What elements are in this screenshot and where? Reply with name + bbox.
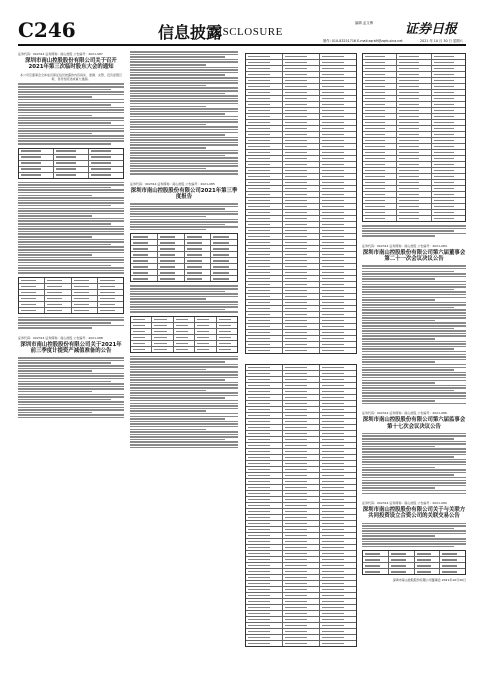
proposal-table	[18, 148, 124, 179]
announcement-title: 深圳市南山控股股份有限公司关于2021年前三季度计提资产减值准备的公告	[20, 341, 122, 355]
body-text	[18, 357, 124, 418]
financial-table	[130, 233, 238, 282]
column-2	[130, 50, 238, 680]
body-text	[130, 285, 238, 312]
signoff: 深圳市南山控股股份有限公司董事会 2021年10月30日	[392, 578, 466, 583]
section-title-english: DISCLOSURE	[210, 26, 283, 38]
body-text	[362, 265, 466, 404]
newspaper-logo: 证券日报	[405, 22, 458, 37]
voting-table	[18, 277, 124, 314]
announcement-title: 深圳市南山控股股份有限公司第六届监事会第十七次会议决议公告	[362, 417, 466, 430]
announcement-code: 证券代码：002314 证券简称：南山控股 公告编号：2021-086	[362, 411, 447, 416]
column-4	[362, 50, 466, 680]
column-3	[245, 50, 357, 680]
masthead	[0, 0, 484, 44]
contact-info: 制作: 010-83251716 E-mail:zqrb9@zqrb.sina.net	[323, 39, 403, 43]
announcement-code: 证券代码：002314 证券简称：南山控股 公告编号：2021-085	[130, 181, 215, 186]
income-statement-table	[245, 364, 357, 647]
body-text	[130, 356, 238, 448]
body-text	[362, 225, 466, 237]
announcement-title: 深圳市南山控股股份有限公司2021年第三季度报告	[130, 187, 238, 200]
shareholder-table	[130, 316, 238, 353]
balance-sheet-table	[245, 53, 357, 354]
announcement-subtitle: 本公司及董事会全体成员保证信息披露的内容真实、准确、完整，没有虚假记载、误导性陈述或重大遗漏。	[19, 73, 122, 82]
body-text	[18, 182, 124, 274]
transaction-table	[362, 550, 466, 575]
announcement-title: 深圳市南山控股股份有限公司关于与关联方共同投资设立合资公司的关联交易公告	[362, 507, 466, 520]
body-text	[18, 317, 124, 329]
body-text	[130, 51, 238, 174]
issue-date: 2021 年 10 月 30 日 星期六	[420, 39, 463, 43]
announcement-title: 深圳市南山控股股份有限公司第六届董事会第二十一次会议决议公告	[362, 249, 466, 263]
body-text	[18, 83, 124, 144]
editor-credit: 编辑 孟文博	[355, 21, 374, 25]
body-text	[130, 203, 238, 230]
body-text	[362, 433, 466, 494]
section-title: 信息披露	[158, 23, 223, 42]
page-number: C246	[18, 18, 76, 42]
masthead-rule	[18, 44, 466, 46]
cashflow-table	[362, 53, 466, 222]
body-text	[362, 523, 466, 548]
announcement-code: 证券代码：002314 证券简称：南山控股 公告编号：2021-089	[362, 501, 447, 506]
column-1	[18, 50, 124, 680]
announcement-code: 证券代码：002314 证券简称：南山控股 公告编号：2021-084	[362, 243, 447, 248]
announcement-code: 证券代码：002314 证券简称：南山控股 公告编号：2021-087	[18, 52, 103, 56]
announcement-title: 深圳市南山控股股份有限公司关于召开2021年第三次临时股东大会的通知	[25, 58, 117, 71]
announcement-code: 证券代码：002314 证券简称：南山控股 公告编号：2021-088	[18, 335, 103, 340]
